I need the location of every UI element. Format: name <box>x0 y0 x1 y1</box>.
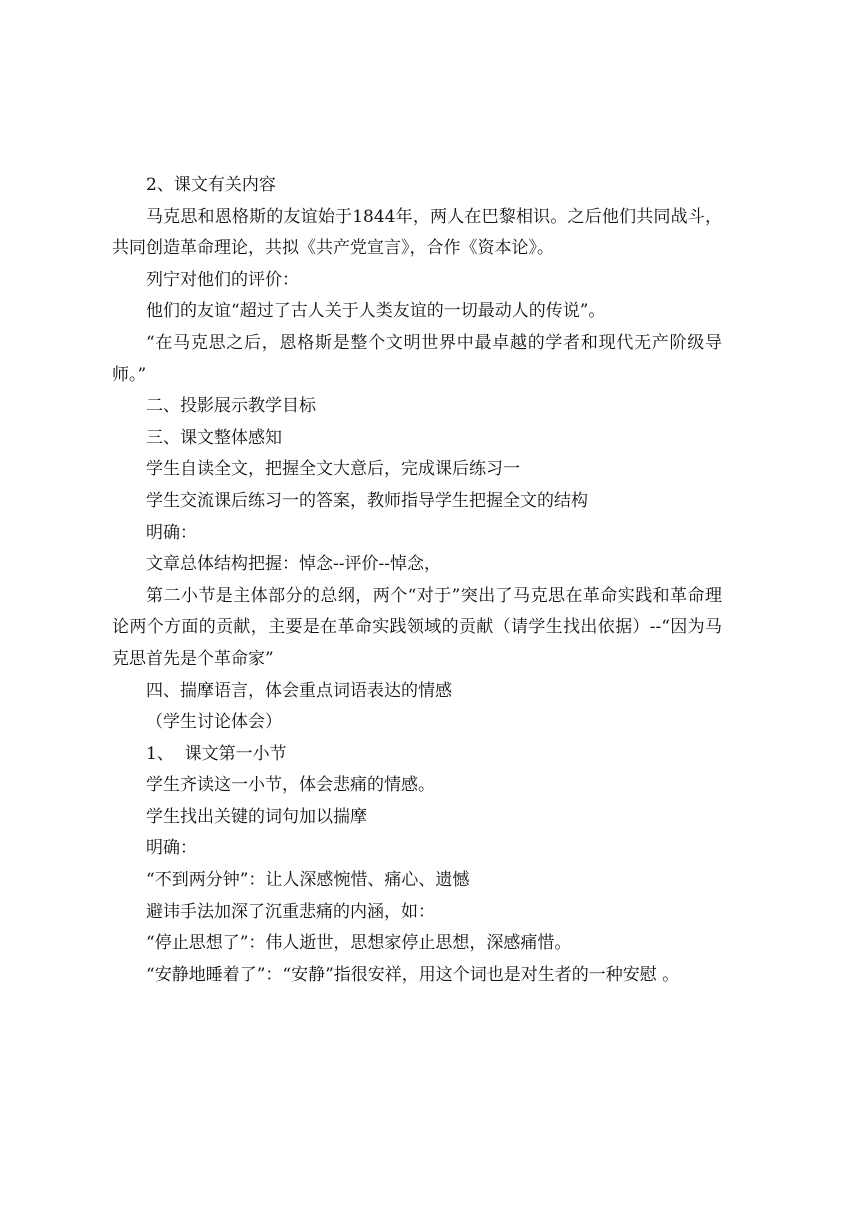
body-paragraph: 明确： <box>146 838 197 859</box>
section-heading: 二、投影展示教学目标 <box>146 396 316 417</box>
section-heading: 2、课文有关内容 <box>146 175 276 195</box>
body-paragraph: 学生找出关键的词句加以揣摩 <box>146 806 367 827</box>
body-paragraph: “不到两分钟”：让人深感惋惜、痛心、遗憾 <box>146 870 470 891</box>
body-paragraph: 列宁对他们的评价： <box>146 269 299 290</box>
document-body <box>112 170 722 991</box>
body-paragraph: 避讳手法加深了沉重悲痛的内涵，如： <box>146 901 435 922</box>
body-paragraph: 学生自读全文，把握全文大意后，完成课后练习一 <box>146 459 520 480</box>
body-paragraph: 第二小节是主体部分的总纲，两个“对于”突出了马克思在革命实践和革命理论两个方面的贡献，主要是在革命实践领域的贡献（请学生找出依据）--“因为马克思首先是个革命家” <box>112 585 722 669</box>
body-paragraph: “停止思想了”：伟人逝世，思想家停止思想，深感痛惜。 <box>146 933 572 954</box>
subsection-heading: 1、 课文第一小节 <box>146 743 287 764</box>
body-paragraph: （学生讨论体会） <box>146 712 282 733</box>
section-heading: 三、课文整体感知 <box>146 427 282 448</box>
body-paragraph: 明确： <box>146 522 197 543</box>
body-paragraph: 文章总体结构把握：悼念--评价--悼念， <box>146 554 441 575</box>
body-paragraph: “安静地睡着了”：“安静”指很安祥，用这个词也是对生者的一种安慰 。 <box>146 964 680 985</box>
body-paragraph: 学生齐读这一小节，体会悲痛的情感。 <box>146 775 435 796</box>
quote-paragraph: “在马克思之后，恩格斯是整个文明世界中最卓越的学者和现代无产阶级导师。” <box>112 332 722 385</box>
section-heading: 四、揣摩语言，体会重点词语表达的情感 <box>146 680 452 701</box>
quote-paragraph: 他们的友谊“超过了古人关于人类友谊的一切最动人的传说”。 <box>146 301 606 322</box>
body-paragraph: 学生交流课后练习一的答案，教师指导学生把握全文的结构 <box>146 490 588 511</box>
body-paragraph: 马克思和恩格斯的友谊始于1844年，两人在巴黎相识。之后他们共同战斗，共同创造革命理论，共拟《共产党宣言》，合作《资本论》。 <box>112 206 722 259</box>
